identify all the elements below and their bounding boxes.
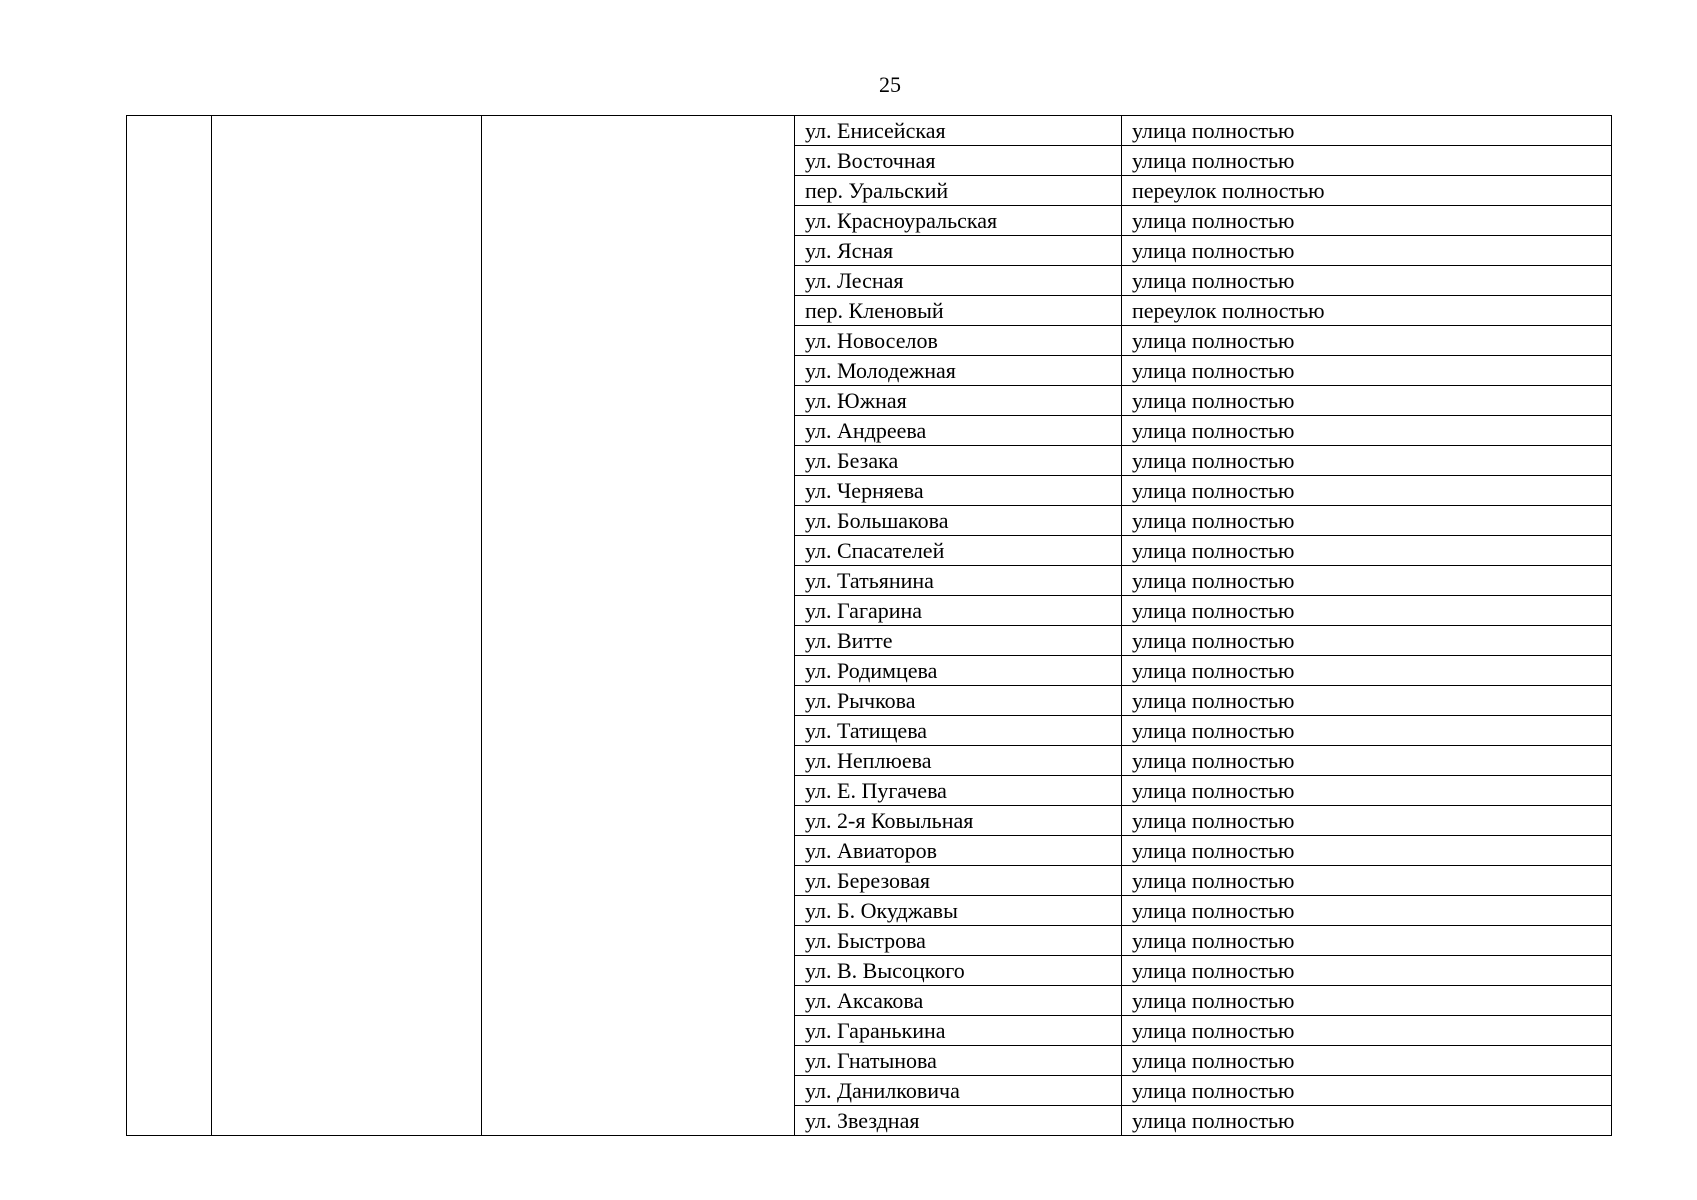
street-extent-cell: улица полностью (1122, 806, 1612, 836)
street-name-cell: ул. Рычкова (795, 686, 1122, 716)
street-name-cell: ул. Восточная (795, 146, 1122, 176)
streets-table-body (127, 116, 1612, 1136)
street-extent-cell: улица полностью (1122, 926, 1612, 956)
street-name-cell: ул. Красноуральская (795, 206, 1122, 236)
street-extent-cell: улица полностью (1122, 356, 1612, 386)
street-extent-cell: улица полностью (1122, 986, 1612, 1016)
street-name-cell: ул. Авиаторов (795, 836, 1122, 866)
street-name-cell: ул. Андреева (795, 416, 1122, 446)
street-name-cell: пер. Кленовый (795, 296, 1122, 326)
street-extent-cell: улица полностью (1122, 416, 1612, 446)
street-name-cell: ул. Аксакова (795, 986, 1122, 1016)
street-extent-cell: улица полностью (1122, 1076, 1612, 1106)
street-name-cell: ул. Молодежная (795, 356, 1122, 386)
street-name-cell: ул. Енисейская (795, 116, 1122, 146)
street-name-cell: ул. Данилковича (795, 1076, 1122, 1106)
street-name-cell: ул. Гнатынова (795, 1046, 1122, 1076)
street-extent-cell: улица полностью (1122, 476, 1612, 506)
street-extent-cell: улица полностью (1122, 776, 1612, 806)
street-name-cell: ул. Неплюева (795, 746, 1122, 776)
street-name-cell: ул. Южная (795, 386, 1122, 416)
street-extent-cell: улица полностью (1122, 386, 1612, 416)
street-name-cell: ул. Б. Окуджавы (795, 896, 1122, 926)
street-name-cell: ул. Татьянина (795, 566, 1122, 596)
street-name-cell: ул. Безака (795, 446, 1122, 476)
street-name-cell: ул. Ясная (795, 236, 1122, 266)
street-extent-cell: улица полностью (1122, 266, 1612, 296)
street-name-cell: ул. Березовая (795, 866, 1122, 896)
street-extent-cell: улица полностью (1122, 326, 1612, 356)
street-extent-cell: улица полностью (1122, 596, 1612, 626)
street-name-cell: ул. Родимцева (795, 656, 1122, 686)
street-name-cell: ул. В. Высоцкого (795, 956, 1122, 986)
street-name-cell: ул. Новоселов (795, 326, 1122, 356)
street-name-cell: ул. Гаранькина (795, 1016, 1122, 1046)
table-row (127, 116, 1612, 146)
col-3-empty-cell (482, 116, 795, 1136)
street-extent-cell: улица полностью (1122, 836, 1612, 866)
street-extent-cell: улица полностью (1122, 236, 1612, 266)
street-name-cell: ул. Е. Пугачева (795, 776, 1122, 806)
street-name-cell: ул. Гагарина (795, 596, 1122, 626)
street-extent-cell: переулок полностью (1122, 176, 1612, 206)
street-extent-cell: улица полностью (1122, 566, 1612, 596)
street-extent-cell: улица полностью (1122, 1046, 1612, 1076)
street-extent-cell: улица полностью (1122, 626, 1612, 656)
street-name-cell: ул. Татищева (795, 716, 1122, 746)
street-extent-cell: улица полностью (1122, 716, 1612, 746)
street-name-cell: ул. Звездная (795, 1106, 1122, 1136)
street-extent-cell: улица полностью (1122, 866, 1612, 896)
street-extent-cell: улица полностью (1122, 206, 1612, 236)
street-extent-cell: улица полностью (1122, 146, 1612, 176)
streets-table (126, 115, 1612, 1136)
street-extent-cell: переулок полностью (1122, 296, 1612, 326)
street-extent-cell: улица полностью (1122, 746, 1612, 776)
street-name-cell: ул. 2-я Ковыльная (795, 806, 1122, 836)
street-extent-cell: улица полностью (1122, 896, 1612, 926)
col-1-empty-cell (127, 116, 212, 1136)
street-extent-cell: улица полностью (1122, 956, 1612, 986)
street-extent-cell: улица полностью (1122, 446, 1612, 476)
street-extent-cell: улица полностью (1122, 656, 1612, 686)
street-name-cell: ул. Спасателей (795, 536, 1122, 566)
col-2-empty-cell (212, 116, 482, 1136)
street-extent-cell: улица полностью (1122, 686, 1612, 716)
street-extent-cell: улица полностью (1122, 1106, 1612, 1136)
street-extent-cell: улица полностью (1122, 116, 1612, 146)
street-extent-cell: улица полностью (1122, 1016, 1612, 1046)
street-name-cell: ул. Витте (795, 626, 1122, 656)
street-extent-cell: улица полностью (1122, 506, 1612, 536)
street-extent-cell: улица полностью (1122, 536, 1612, 566)
street-name-cell: ул. Большакова (795, 506, 1122, 536)
street-name-cell: ул. Черняева (795, 476, 1122, 506)
street-name-cell: ул. Лесная (795, 266, 1122, 296)
street-name-cell: ул. Быстрова (795, 926, 1122, 956)
street-name-cell: пер. Уральский (795, 176, 1122, 206)
page-number: 25 (879, 72, 901, 97)
